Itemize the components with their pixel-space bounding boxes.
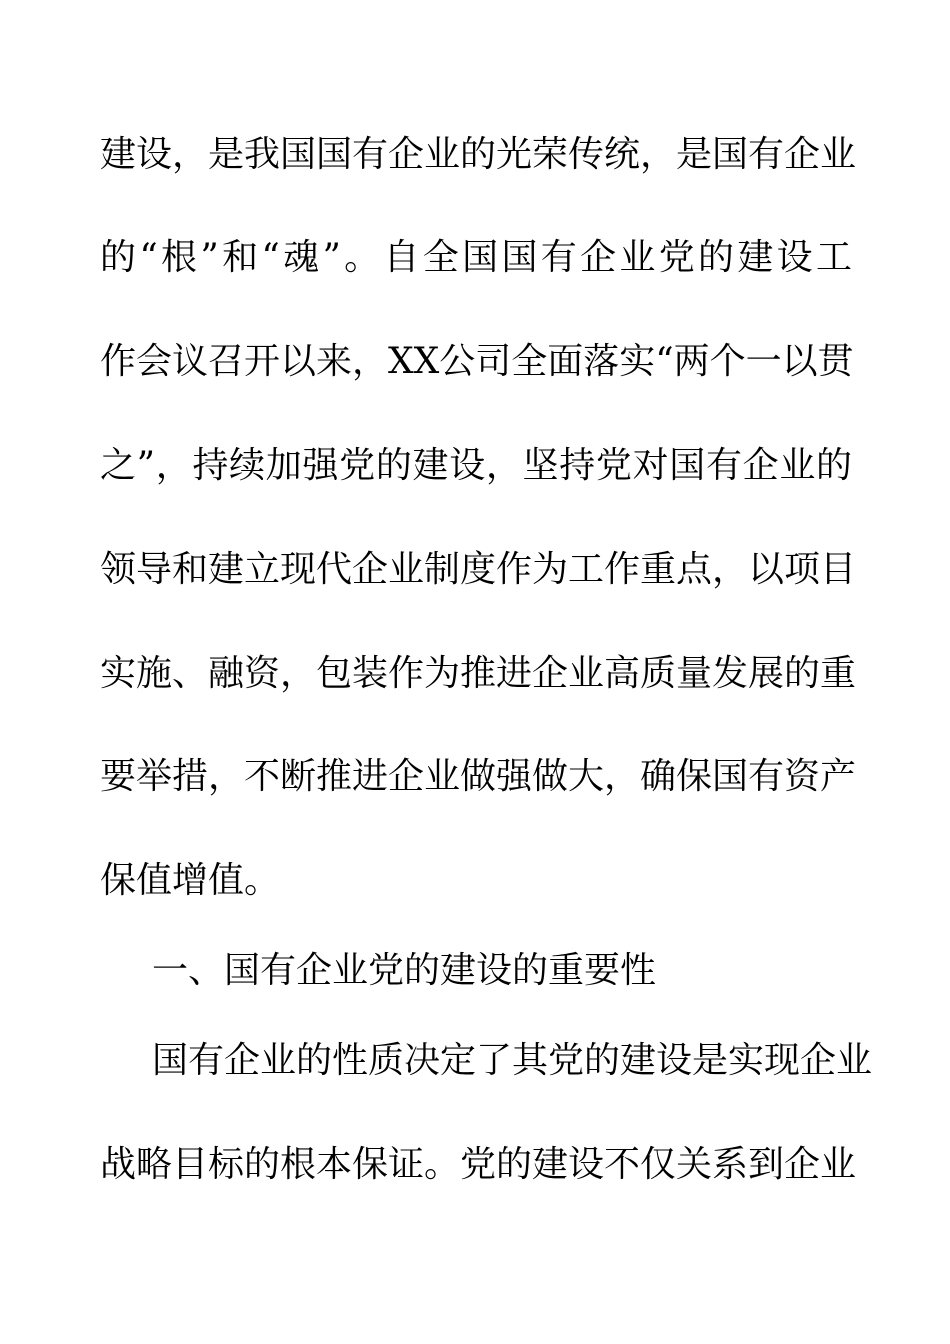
paragraph-line: 作会议召开以来，XX公司全面落实“两个一以贯 — [100, 341, 854, 382]
section-heading: 一、国有企业党的建设的重要性 — [152, 950, 657, 991]
paragraph-line: 战略目标的根本保证。党的建设不仅关系到企业 — [100, 1144, 857, 1185]
paragraph-line: 领导和建立现代企业制度作为工作重点，以项目 — [100, 549, 857, 590]
paragraph-line: 实施、融资，包装作为推进企业高质量发展的重 — [100, 653, 857, 694]
paragraph-line: 之”，持续加强党的建设，坚持党对国有企业的 — [100, 445, 852, 486]
paragraph-line: 要举措，不断推进企业做强做大，确保国有资产 — [100, 756, 857, 797]
paragraph-line: 建设，是我国国有企业的光荣传统，是国有企业 — [100, 134, 857, 175]
paragraph-line: 保值增值。 — [100, 860, 281, 901]
paragraph-line: 的“根”和“魂”。自全国国有企业党的建设工 — [100, 237, 852, 278]
paragraph-line: 国有企业的性质决定了其党的建设是实现企业 — [152, 1040, 873, 1081]
